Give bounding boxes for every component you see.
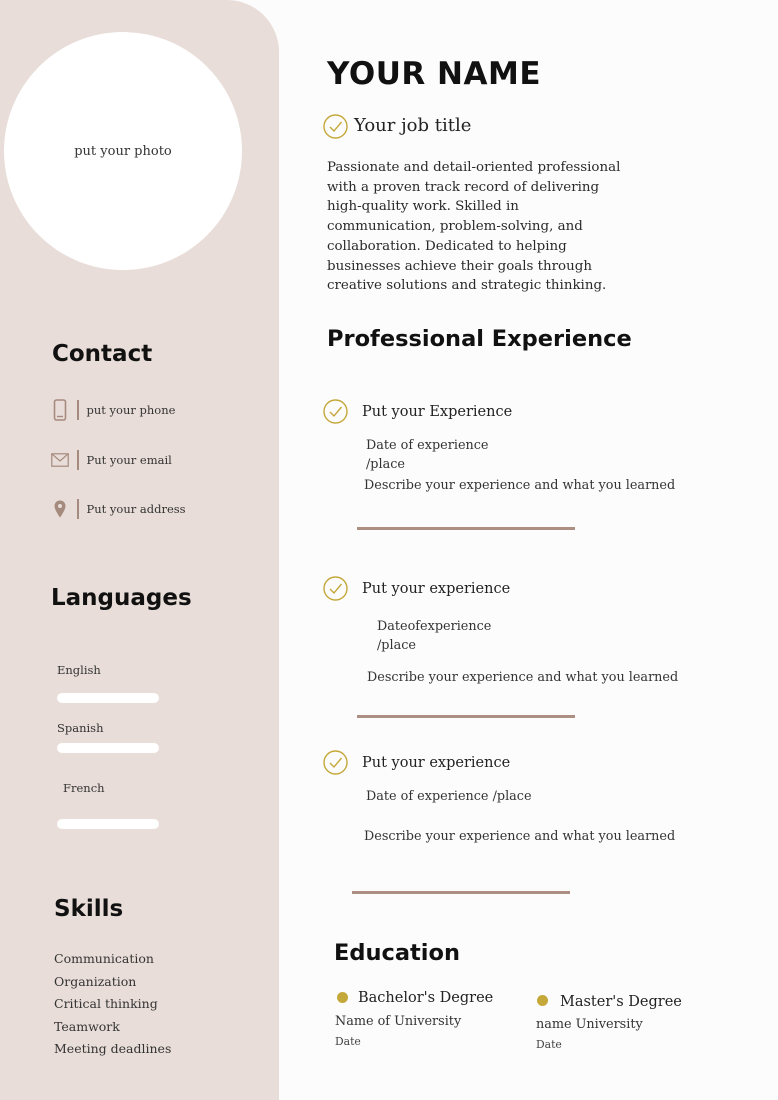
education-university: name University xyxy=(536,1017,643,1032)
job-title: Your job title xyxy=(354,115,472,136)
check-circle-icon xyxy=(323,576,348,601)
language-level-bar xyxy=(57,743,159,753)
experience-description: Describe your experience and what you learned xyxy=(364,829,676,844)
experience-place: /place xyxy=(377,638,416,653)
skills-heading: Skills xyxy=(54,896,124,922)
language-label: Spanish xyxy=(57,721,104,735)
language-label: English xyxy=(57,663,101,677)
experience-heading: Professional Experience xyxy=(327,326,632,352)
photo-placeholder[interactable] xyxy=(4,32,242,270)
contact-email xyxy=(50,448,172,472)
contact-separator xyxy=(77,450,79,470)
contact-address xyxy=(50,497,186,521)
language-label: French xyxy=(63,781,105,795)
contact-separator xyxy=(77,499,79,519)
section-divider xyxy=(357,715,575,718)
sidebar xyxy=(0,0,279,1100)
experience-title: Put your experience xyxy=(362,581,511,597)
skill-item: Critical thinking xyxy=(54,996,158,1012)
education-date: Date xyxy=(536,1038,562,1051)
experience-title: Put your experience xyxy=(362,755,511,771)
email-text: Put your email xyxy=(86,453,172,467)
mail-icon xyxy=(50,449,70,471)
section-divider xyxy=(352,891,570,894)
bullet-dot-icon xyxy=(537,995,548,1006)
address-text: Put your address xyxy=(86,502,186,516)
skills-list xyxy=(54,948,171,1061)
phone-text: put your phone xyxy=(86,403,176,417)
check-circle-icon xyxy=(323,399,348,424)
full-name: YOUR NAME xyxy=(327,56,541,92)
check-circle-icon xyxy=(323,114,348,139)
education-degree: Bachelor's Degree xyxy=(358,990,494,1006)
language-level-bar xyxy=(57,819,159,829)
experience-date: Dateofexperience xyxy=(377,619,492,634)
experience-description: Describe your experience and what you learned xyxy=(367,670,679,685)
experience-date: Date of experience xyxy=(366,438,489,453)
experience-place: /place xyxy=(366,457,405,472)
experience-description: Describe your experience and what you learned xyxy=(364,478,676,493)
education-degree: Master's Degree xyxy=(560,994,682,1010)
skill-item: Teamwork xyxy=(54,1018,120,1034)
profile-summary: Passionate and detail-oriented professional with a proven track record of delivering high-quality work. Skilled in communication, problem-solving, and collaboration. Dedicated to helping businesses achieve their goals through creative solutions and strategic thinking. xyxy=(327,160,621,294)
experience-date: Date of experience /place xyxy=(366,789,532,804)
experience-title: Put your Experience xyxy=(362,404,513,420)
section-divider xyxy=(357,527,575,530)
language-level-bar xyxy=(57,693,159,703)
education-date: Date xyxy=(335,1035,361,1048)
education-university: Name of University xyxy=(335,1014,462,1029)
bullet-dot-icon xyxy=(337,992,348,1003)
languages-heading: Languages xyxy=(51,585,192,611)
contact-separator xyxy=(77,400,79,420)
contact-heading: Contact xyxy=(52,341,153,367)
skill-item: Communication xyxy=(54,951,154,966)
phone-icon xyxy=(50,399,70,421)
skill-item: Organization xyxy=(54,973,137,989)
contact-phone xyxy=(50,398,175,422)
skill-item: Meeting deadlines xyxy=(54,1041,172,1057)
photo-placeholder-text: put your photo xyxy=(74,143,172,159)
check-circle-icon xyxy=(323,750,348,775)
location-pin-icon xyxy=(50,498,70,520)
education-heading: Education xyxy=(334,940,460,966)
